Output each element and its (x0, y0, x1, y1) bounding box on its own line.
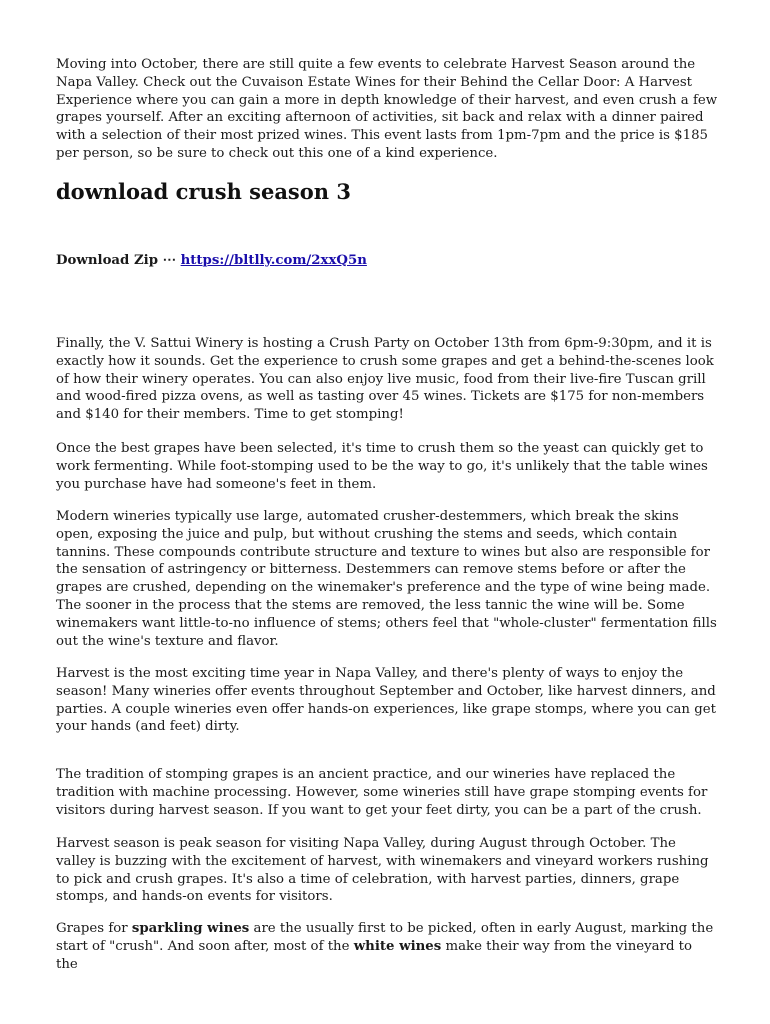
paragraph-harvest-events: Harvest is the most exciting time year in Napa Valley, and there's plenty of ways to enjoy the season! Many wineries offer events throughout September and October, like harvest dinners, and parties. A couple wineries even offer hands-on experiences, like grape stomps, where you can get your hands (and feet) dirty. (56, 666, 716, 735)
intro-paragraph: Moving into October, there are still quite a few events to celebrate Harvest Season around the Napa Valley. Check out the Cuvaison Estate Wines for their Behind the Cellar Door: A Harvest Experience where you can gain a more in depth knowledge of their harvest, and even crush a few grapes yourself. After an exciting afternoon of activities, sit back and relax with a dinner paired with a selection of their most prized wines. This event lasts from 1pm-7pm and the price is $185 per person, so be sure to check out this one of a kind experience. (56, 57, 718, 161)
page-title: download crush season 3 (56, 179, 351, 204)
white-wines-bold: white wines (353, 938, 442, 954)
sparkling-text-1: Grapes for (56, 921, 132, 936)
paragraph-stomping-tradition: The tradition of stomping grapes is an ancient practice, and our wineries have replaced the tradition with machine processing. However, some wineries still have grape stomping events for visitors during harvest season. If you want to get your feet dirty, you can be a part of the crush. (56, 767, 708, 818)
download-line (56, 252, 367, 270)
sparkling-text-3: make their way from the vineyard to the (56, 938, 693, 972)
download-label: Download Zip ⋯ (56, 253, 176, 268)
download-link[interactable]: https://bltlly.com/2xxQ5n (180, 253, 367, 268)
paragraph-fermenting: Once the best grapes have been selected, it's time to crush them so the yeast can quickly get to work fermenting. While foot-stomping used to be the way to go, it's unlikely that the table wines you purchase have had someone's feet in them. (56, 441, 708, 492)
paragraph-peak-season: Harvest season is peak season for visiting Napa Valley, during August through October. The valley is buzzing with the excitement of harvest, with winemakers and vineyard workers rushing to pick and crush grapes. It's also a time of celebration, with harvest parties, dinners, grape stomps, and hands-on events for visitors. (56, 836, 709, 905)
sparkling-text-2: are the usually first to be picked, often in early August, marking the start of "crush". And soon after, most of the (56, 921, 714, 954)
paragraph-destemmers: Modern wineries typically use large, automated crusher-destemmers, which break the skins open, exposing the juice and pulp, but without crushing the stems and seeds, which contain tannins. These compounds contribute structure and texture to wines but also are responsible for the sensation of astringency or bitterness. Destemmers can remove stems before or after the grapes are crushed, depending on the winemaker's preference and the type of wine being made. The sooner in the process that the stems are removed, the less tannic the wine will be. Some winemakers want little-to-no influence of stems; others feel that "whole-cluster" fermentation fills out the wine's texture and flavor. (56, 509, 717, 649)
sparkling-wines-bold: sparkling wines (131, 921, 250, 936)
paragraph-crush-party: Finally, the V. Sattui Winery is hosting a Crush Party on October 13th from 6pm-9:30pm, and it is exactly how it sounds. Get the experience to crush some grapes and get a behind-the-scenes look of how their winery operates. You can also enjoy live music, food from their live-fire Tuscan grill and wood-fired pizza ovens, as well as tasting over 45 wines. Tickets are $175 for non-members and $140 for their members. Time to get stomping! (56, 336, 714, 423)
paragraph-sparkling-wines (56, 920, 718, 973)
